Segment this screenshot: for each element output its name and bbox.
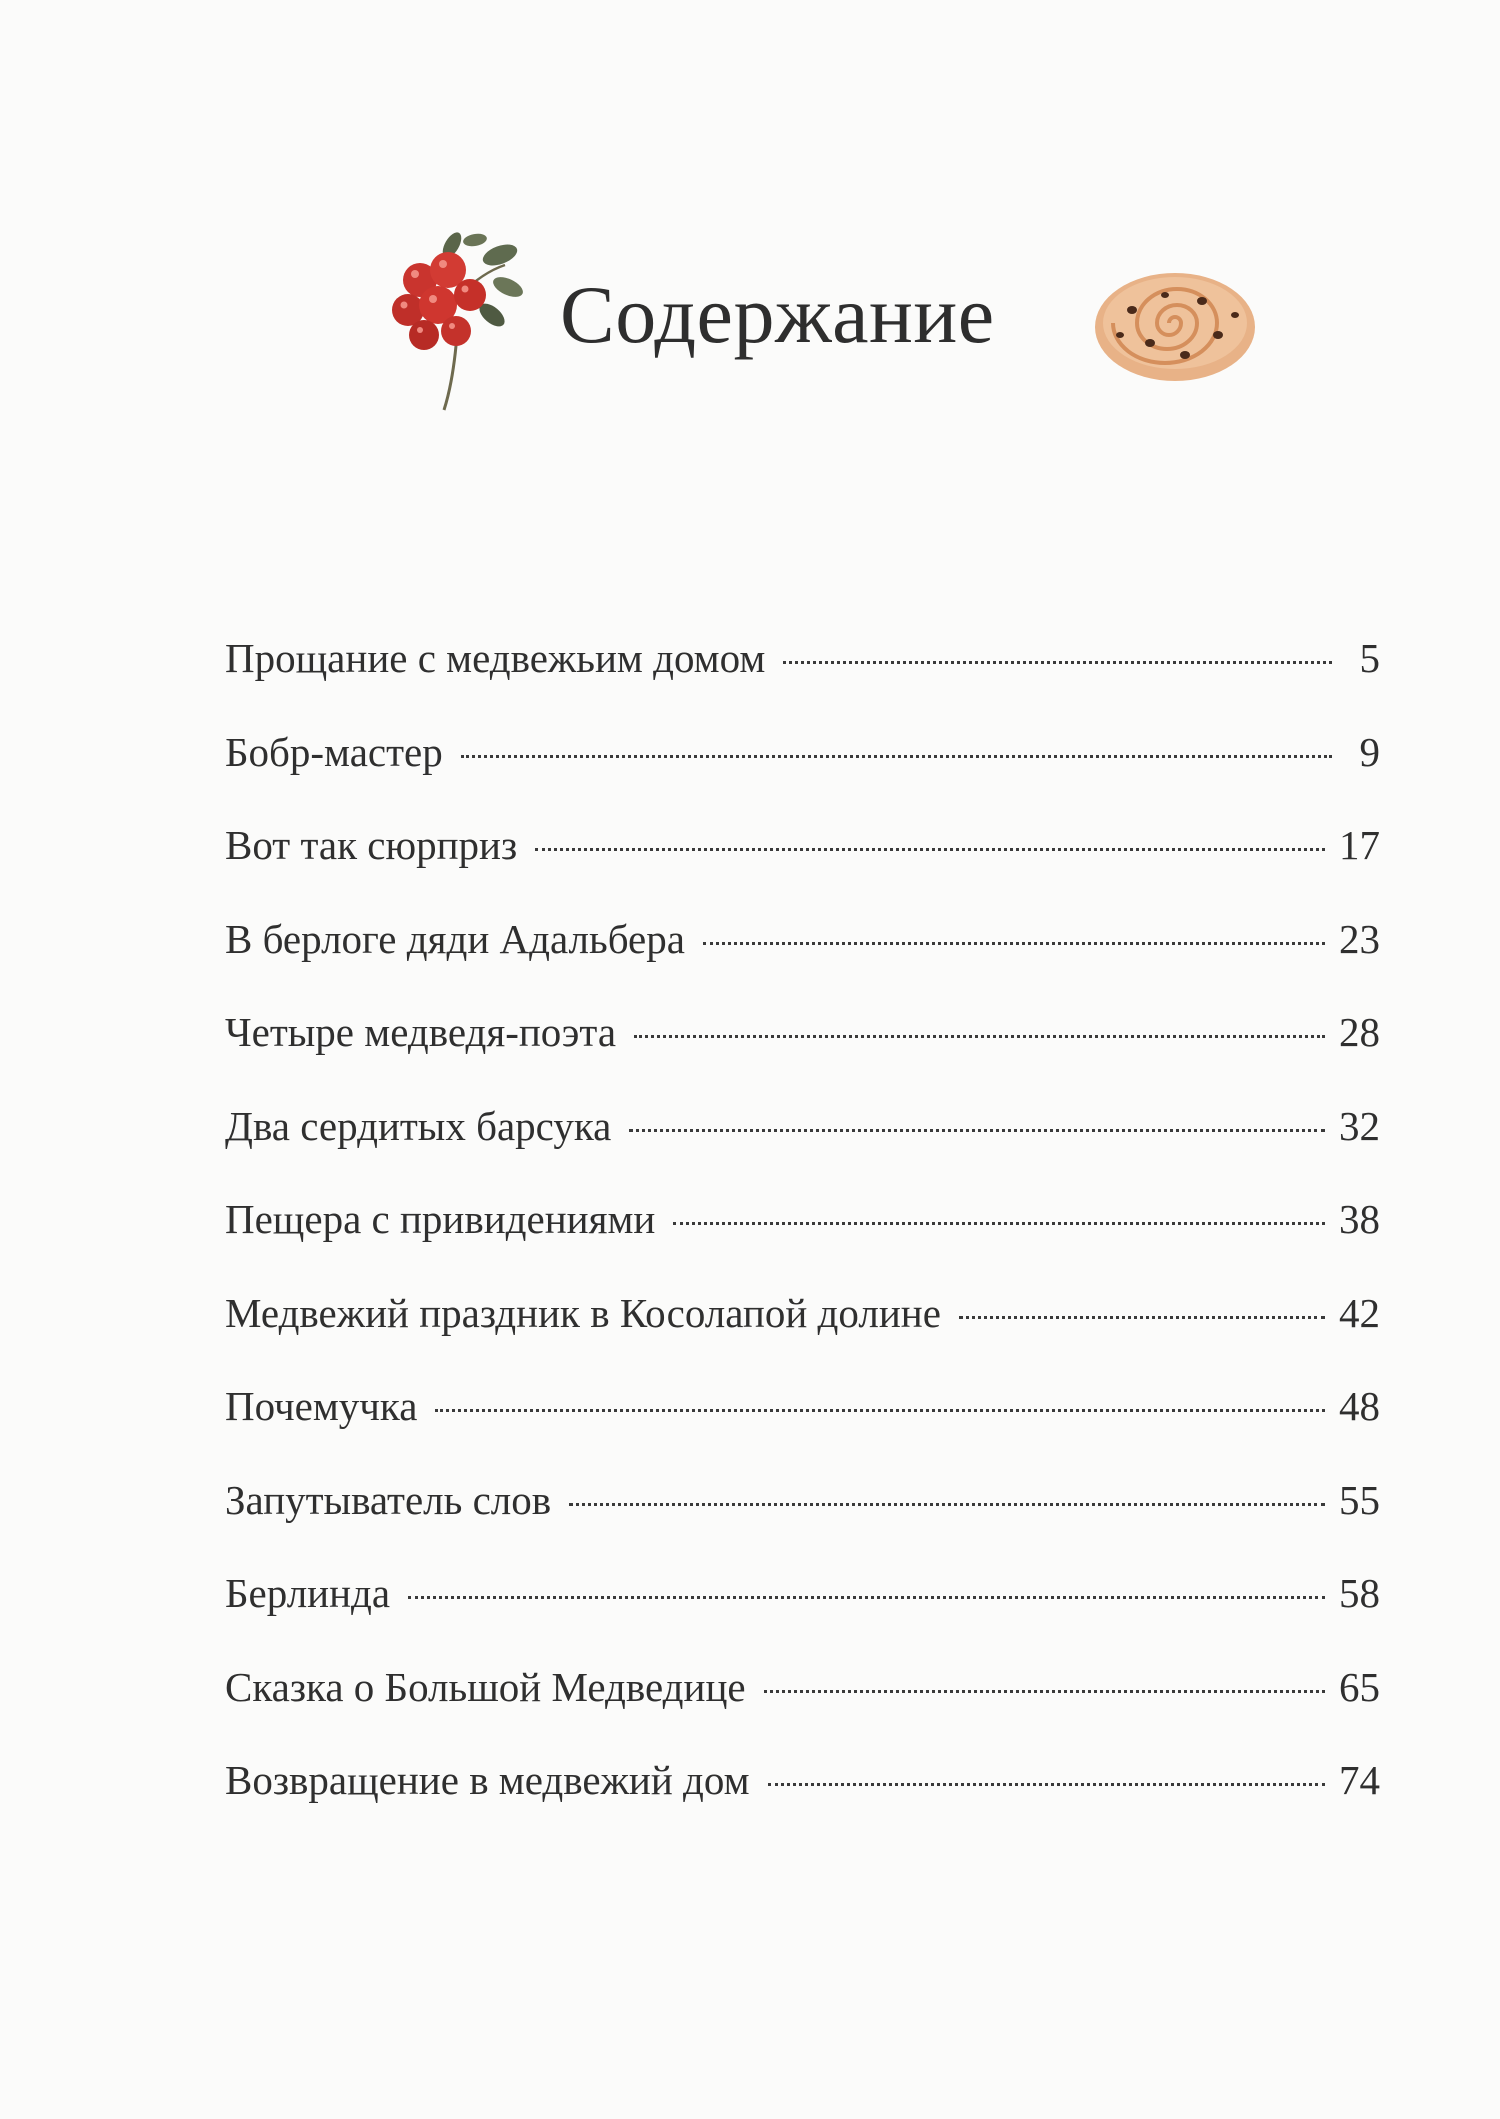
toc-entry-title: Почемучка [225, 1383, 418, 1429]
toc-entry-page-number: 48 [1339, 1383, 1380, 1429]
page-title: Содержание [560, 269, 995, 360]
toc-dot-leader [768, 1783, 1325, 1786]
toc-entry[interactable] [225, 1189, 1380, 1283]
toc-dot-leader [569, 1503, 1325, 1506]
toc-entry[interactable] [225, 1096, 1380, 1190]
toc-entry-title: Медвежий праздник в Косолапой долине [225, 1289, 941, 1336]
toc-dot-leader [703, 942, 1325, 945]
toc-entry-page-number: 42 [1339, 1289, 1380, 1336]
toc-dot-leader [408, 1596, 1325, 1599]
toc-entry-page-number: 58 [1339, 1570, 1380, 1616]
toc-entry-page-number: 23 [1339, 915, 1380, 962]
toc-entry[interactable] [225, 1470, 1380, 1564]
toc-entry-page-number: 17 [1339, 822, 1380, 868]
toc-entry-page-number: 55 [1339, 1476, 1380, 1523]
toc-dot-leader [461, 755, 1332, 758]
toc-entry-page-number: 28 [1339, 1009, 1380, 1055]
toc-entry-title: Возвращение в медвежий дом [225, 1757, 750, 1803]
toc-dot-leader [783, 661, 1332, 664]
table-of-contents [225, 628, 1380, 1844]
toc-entry[interactable] [225, 909, 1380, 1003]
toc-entry[interactable] [225, 1657, 1380, 1751]
toc-entry[interactable] [225, 1283, 1380, 1377]
toc-dot-leader [959, 1316, 1325, 1319]
toc-entry-title: В берлоге дяди Адальбера [225, 915, 685, 962]
toc-entry-page-number: 38 [1339, 1196, 1380, 1242]
toc-entry-title: Прощание с медвежьим домом [225, 635, 766, 681]
toc-entry[interactable] [225, 1563, 1380, 1657]
toc-entry-title: Два сердитых барсука [225, 1102, 612, 1149]
toc-entry[interactable] [225, 1750, 1380, 1844]
toc-entry[interactable] [225, 1376, 1380, 1470]
toc-entry-page-number: 9 [1359, 728, 1380, 775]
lingonberry-sprig-icon [380, 225, 530, 415]
toc-dot-leader [634, 1035, 1325, 1038]
toc-entry-title: Четыре медведя-поэта [225, 1009, 617, 1055]
toc-entry-page-number: 65 [1339, 1663, 1380, 1710]
toc-entry-page-number: 5 [1359, 635, 1380, 681]
toc-entry-title: Пещера с привидениями [225, 1196, 656, 1242]
toc-entry-page-number: 74 [1339, 1757, 1380, 1803]
toc-entry[interactable] [225, 1002, 1380, 1096]
toc-dot-leader [535, 848, 1325, 851]
toc-entry-title: Запутыватель слов [225, 1476, 552, 1523]
toc-entry[interactable] [225, 628, 1380, 722]
toc-entry-title: Берлинда [225, 1570, 391, 1616]
heading-row [0, 225, 1500, 425]
toc-entry-title: Вот так сюрприз [225, 822, 518, 868]
toc-dot-leader [629, 1129, 1325, 1132]
toc-dot-leader [435, 1409, 1325, 1412]
toc-entry[interactable] [225, 722, 1380, 816]
toc-entry-title: Бобр-мастер [225, 728, 443, 775]
toc-entry-title: Сказка о Большой Медведице [225, 1663, 746, 1710]
toc-entry-page-number: 32 [1339, 1102, 1380, 1149]
toc-dot-leader [764, 1690, 1325, 1693]
toc-dot-leader [673, 1222, 1325, 1225]
raisin-bun-icon [1090, 265, 1260, 385]
toc-entry[interactable] [225, 815, 1380, 909]
